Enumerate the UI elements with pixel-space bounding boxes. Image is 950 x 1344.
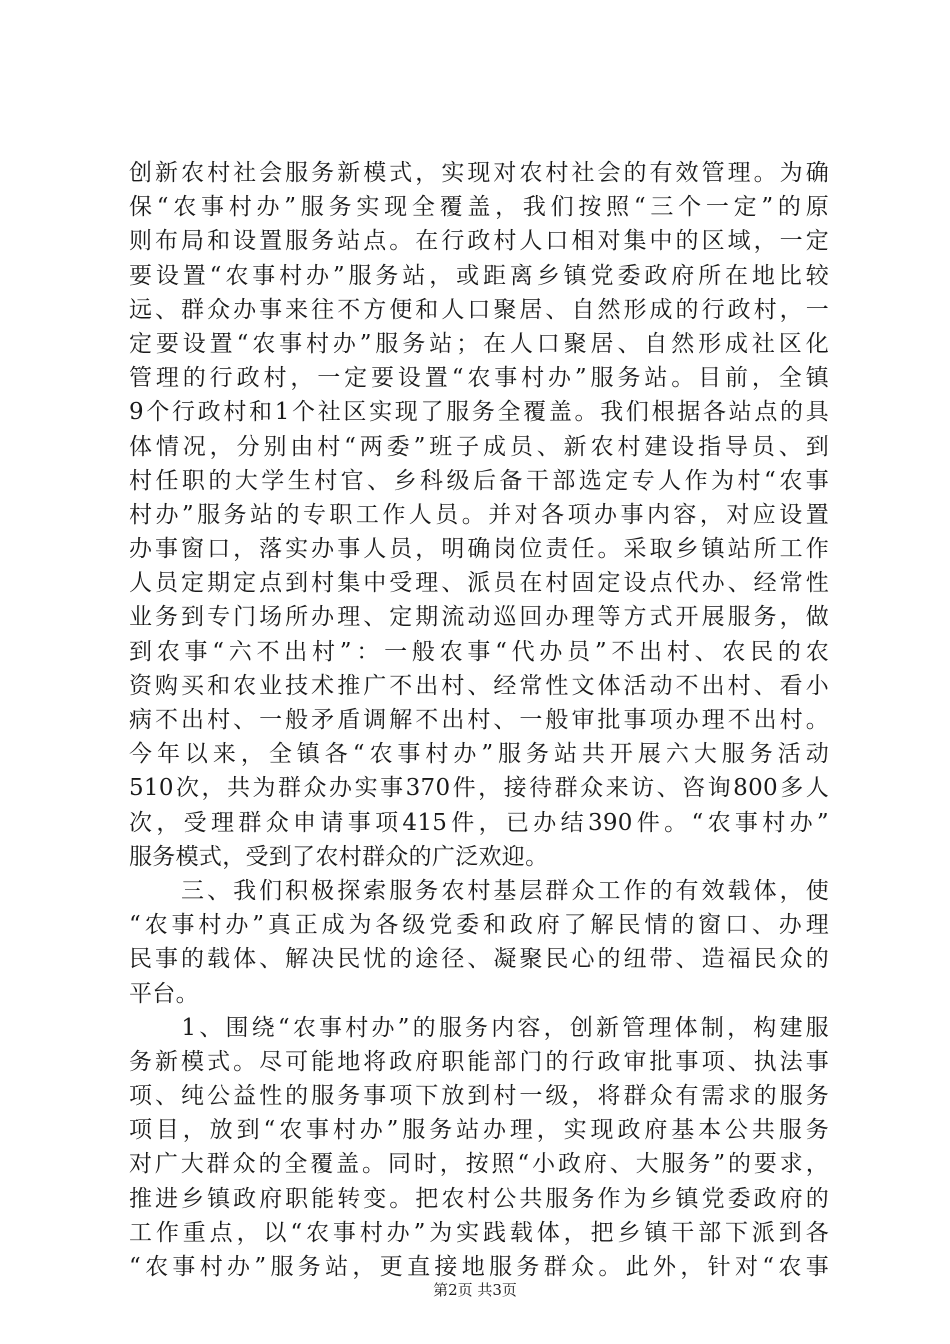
text-line: 到农事“六不出村”：一般农事“代办员”不出村、农民的农 (129, 638, 829, 665)
body-text (129, 156, 829, 1284)
text-line: 创新农村社会服务新模式，实现对农村社会的有效管理。为确 (129, 160, 829, 186)
text-line: 保“农事村办”服务实现全覆盖，我们按照“三个一定”的原 (129, 194, 829, 221)
text-line: 工作重点，以“农事村办”为实践载体，把乡镇干部下派到各 (129, 1219, 829, 1246)
text-line: 远、群众办事来往不方便和人口聚居、自然形成的行政村，一 (129, 296, 829, 323)
text-line: 办事窗口，落实办事人员，明确岗位责任。采取乡镇站所工作 (129, 536, 829, 563)
text-line: 项目，放到“农事村办”服务站办理，实现政府基本公共服务 (129, 1117, 829, 1144)
text-line: 510次，共为群众办实事370件，接待群众来访、咨询800多人 (129, 775, 829, 802)
text-line: 村办”服务站的专职工作人员。并对各项办事内容，对应设置 (129, 501, 829, 528)
text-line: 体情况，分别由村“两委”班子成员、新农村建设指导员、到 (129, 433, 829, 460)
text-line: 对广大群众的全覆盖。同时，按照“小政府、大服务”的要求， (129, 1151, 829, 1178)
text-line: 服务模式，受到了农村群众的广泛欢迎。 (129, 843, 549, 870)
text-line: “农事村办”服务站，更直接地服务群众。此外，针对“农事 (129, 1254, 829, 1280)
text-line: 村任职的大学生村官、乡科级后备干部选定专人作为村“农事 (129, 467, 829, 494)
text-line: 次，受理群众申请事项415件，已办结390件。“农事村办” (129, 809, 829, 836)
text-line: 管理的行政村，一定要设置“农事村办”服务站。目前，全镇 (129, 365, 829, 392)
page-footer: 第2页 共3页 (433, 1281, 517, 1299)
text-line: 平台。 (129, 980, 199, 1007)
text-line: “农事村办”真正成为各级党委和政府了解民情的窗口、办理 (129, 912, 829, 939)
text-line: 项、纯公益性的服务事项下放到村一级，将群众有需求的服务 (129, 1083, 829, 1110)
text-line: 民事的载体、解决民忧的途径、凝聚民心的纽带、造福民众的 (129, 946, 829, 973)
text-line: 人员定期定点到村集中受理、派员在村固定设点代办、经常性 (129, 570, 829, 597)
text-line: 则布局和设置服务站点。在行政村人口相对集中的区域，一定 (129, 228, 829, 255)
text-line: 资购买和农业技术推广不出村、经常性文体活动不出村、看小 (129, 672, 829, 699)
text-line: 病不出村、一般矛盾调解不出村、一般审批事项办理不出村。 (129, 707, 829, 733)
text-line: 今年以来，全镇各“农事村办”服务站共开展六大服务活动 (129, 741, 829, 768)
text-line: 三、我们积极探索服务农村基层群众工作的有效载体，使 (129, 877, 829, 904)
text-line: 业务到专门场所办理、定期流动巡回办理等方式开展服务，做 (129, 604, 829, 631)
text-line: 9个行政村和1个社区实现了服务全覆盖。我们根据各站点的具 (129, 399, 829, 426)
text-line: 1、围绕“农事村办”的服务内容，创新管理体制，构建服 (129, 1014, 829, 1041)
text-line: 推进乡镇政府职能转变。把农村公共服务作为乡镇党委政府的 (129, 1185, 829, 1212)
text-line: 定要设置“农事村办”服务站；在人口聚居、自然形成社区化 (129, 330, 829, 357)
text-line: 要设置“农事村办”服务站，或距离乡镇党委政府所在地比较 (129, 262, 829, 289)
text-line: 务新模式。尽可能地将政府职能部门的行政审批事项、执法事 (129, 1048, 829, 1075)
